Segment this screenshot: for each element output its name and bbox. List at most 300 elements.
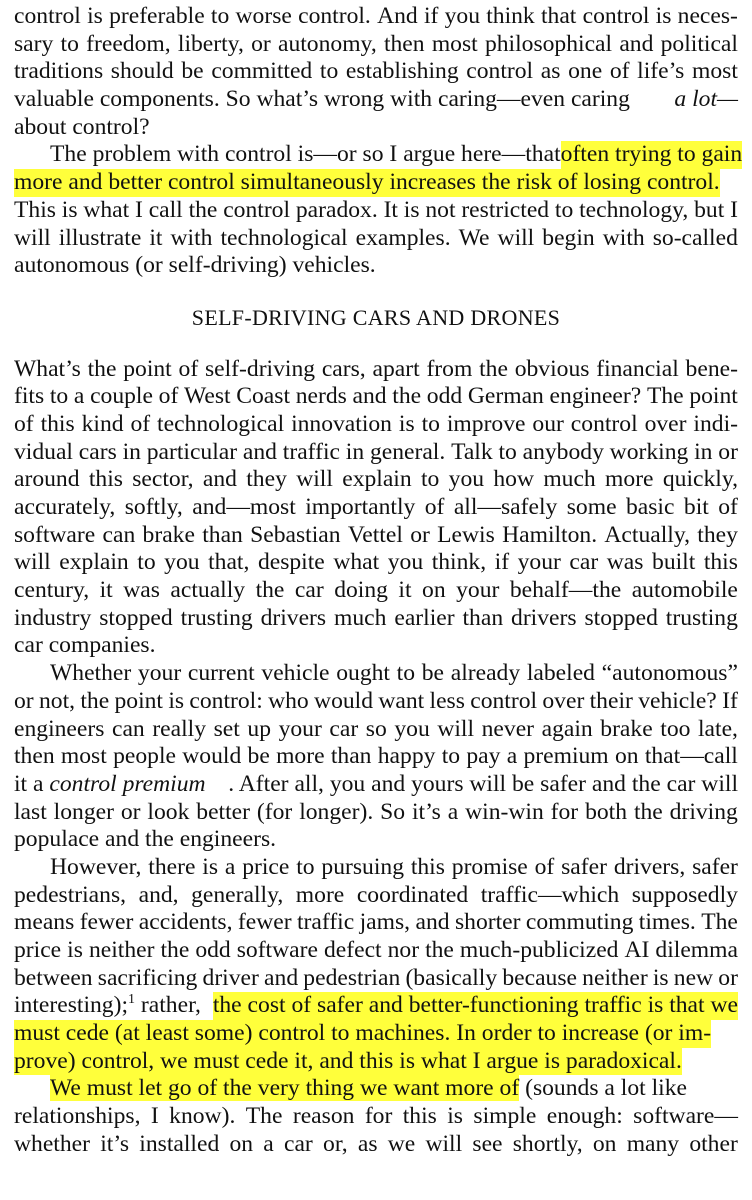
word: on	[614, 743, 639, 770]
word: point	[114, 687, 163, 714]
word: car	[329, 715, 359, 742]
text-segment: autonomous (or self-driving) vehicles.	[14, 252, 376, 279]
word: will	[14, 549, 51, 576]
word: doing	[334, 577, 388, 604]
word: preferable	[109, 3, 205, 29]
word: generally,	[191, 881, 284, 908]
word: it	[99, 577, 113, 604]
text-line	[14, 356, 738, 384]
text-line	[14, 439, 738, 467]
word: (basically	[405, 964, 498, 991]
word: control	[223, 196, 291, 223]
paragraph-intro-continued	[14, 3, 738, 141]
word: or	[718, 964, 738, 991]
word: this	[703, 549, 738, 576]
word: technological	[157, 410, 285, 437]
word: see	[472, 1130, 503, 1157]
text-line	[14, 252, 738, 280]
word: basic	[625, 494, 675, 520]
word: again	[541, 715, 593, 742]
word: political	[660, 30, 738, 57]
word: and	[242, 438, 277, 465]
word: importantly	[305, 494, 416, 520]
word: explain	[59, 549, 129, 576]
word: happy	[377, 743, 436, 770]
word: reason	[292, 1103, 355, 1130]
highlighted-text: must cede (at least some) control to machines. In order to increase (or im-	[14, 1020, 712, 1047]
word: behalf—the	[509, 577, 622, 604]
word: Hamilton.	[502, 521, 598, 548]
word: software	[236, 937, 318, 963]
word: the	[87, 355, 117, 382]
text-segment	[14, 992, 201, 1020]
word: So	[380, 798, 406, 825]
word: to	[420, 466, 440, 493]
word: to	[319, 58, 339, 85]
word: fewer	[79, 909, 134, 936]
word: safer	[561, 853, 607, 880]
word: is	[403, 196, 420, 223]
word: you	[394, 715, 430, 742]
word: price	[14, 937, 62, 963]
emphasis-control-premium: control premium	[49, 770, 206, 797]
word: The	[245, 1103, 283, 1130]
word: coordinated	[356, 881, 469, 908]
word: control	[470, 687, 538, 714]
text-segment-italic	[674, 86, 738, 114]
word: many	[626, 1130, 680, 1157]
word: drivers	[511, 604, 577, 631]
word: worse	[235, 3, 292, 29]
word: more	[295, 881, 345, 908]
word: of	[718, 494, 738, 520]
text-segment: valuable components. So what’s wrong with caring—even caring	[14, 86, 630, 113]
text-line	[14, 826, 738, 854]
word: longer	[53, 798, 114, 825]
word: how	[493, 466, 534, 493]
word: automobile	[631, 577, 738, 604]
paragraph-control-problem	[14, 141, 743, 279]
text-line	[14, 3, 738, 31]
word: and	[202, 466, 237, 493]
text-run: rather,	[140, 992, 201, 1019]
word: philosophical	[484, 30, 613, 57]
word: the	[392, 383, 422, 410]
word: they	[697, 521, 738, 548]
text-line	[14, 688, 738, 716]
word: car	[569, 549, 599, 576]
word: It	[383, 196, 398, 223]
word: point	[123, 355, 172, 382]
word: self-driving	[204, 355, 316, 382]
spacer	[14, 332, 738, 356]
word: and,	[138, 881, 179, 908]
word: it’s	[100, 1130, 130, 1157]
word: you	[164, 549, 200, 576]
word: to	[396, 660, 416, 687]
word: accidents,	[138, 909, 233, 936]
word: stopped	[584, 604, 658, 631]
word: is	[398, 410, 415, 437]
word: This	[14, 196, 56, 223]
word: Coast	[236, 383, 291, 410]
word: but	[694, 196, 725, 223]
word: control.	[298, 3, 371, 29]
text-line	[14, 197, 738, 225]
text-segment: about control?	[14, 113, 150, 140]
word: your	[278, 715, 322, 742]
word: or,	[323, 1130, 348, 1157]
word: it	[149, 224, 163, 251]
word: was	[606, 549, 644, 576]
word: autonomy,	[277, 30, 377, 57]
word: whether	[14, 1130, 90, 1157]
word: We	[458, 224, 490, 251]
text-line	[14, 58, 738, 86]
text-line	[14, 1131, 738, 1159]
word: it	[398, 577, 412, 604]
word: pedestrian	[303, 964, 401, 991]
word: a	[224, 853, 236, 880]
word: fewer	[237, 909, 292, 936]
word: However,	[50, 853, 142, 880]
spacer	[14, 280, 738, 304]
word: Whether	[50, 660, 132, 687]
word: some	[566, 494, 617, 520]
word: is	[67, 937, 83, 963]
word: nerds	[295, 383, 347, 410]
text-line	[14, 86, 738, 114]
text-line	[14, 909, 738, 937]
word: with	[602, 224, 645, 251]
word: or	[14, 687, 34, 714]
word: most	[60, 743, 107, 770]
word: drivers	[260, 604, 327, 631]
word: one	[568, 58, 603, 85]
highlighted-text: more and better control simultaneously increases the risk of losing control.	[14, 169, 720, 196]
word: “autonomous”	[601, 660, 738, 687]
word: financial	[596, 355, 679, 382]
word: your	[517, 549, 561, 576]
text-line	[14, 743, 738, 771]
word: odd	[195, 937, 231, 963]
word: If	[722, 687, 738, 714]
word: of	[158, 383, 179, 410]
word: fits	[14, 383, 45, 410]
word: enough:	[546, 1103, 623, 1130]
word: or	[120, 798, 141, 825]
word: to	[49, 383, 69, 410]
word: shorter	[454, 909, 521, 936]
word: working	[609, 438, 689, 465]
word: apart	[372, 355, 420, 382]
word: built	[652, 549, 696, 576]
word: car	[283, 1130, 313, 1157]
word: think	[486, 3, 535, 29]
word: than	[202, 521, 243, 548]
word: the	[188, 196, 218, 223]
word: sector,	[132, 466, 194, 493]
text-line	[14, 1020, 738, 1048]
text-line	[14, 522, 738, 550]
word: too	[660, 715, 691, 742]
word: softly,	[124, 494, 183, 520]
word: most	[691, 58, 738, 85]
word: indi-	[693, 410, 738, 437]
word: your	[137, 660, 182, 687]
word: industry	[14, 604, 92, 631]
word: anybody	[522, 438, 604, 465]
word: kind	[81, 410, 124, 437]
word: longer).	[299, 798, 374, 825]
word: begin	[542, 224, 595, 251]
word: cars,	[321, 355, 366, 382]
word: was	[123, 577, 160, 604]
word: look	[147, 798, 190, 825]
word: And	[377, 3, 418, 29]
word: engineer?	[549, 383, 642, 410]
word: will	[497, 224, 535, 251]
word: would	[182, 743, 242, 770]
word: car	[294, 577, 324, 604]
word: I	[150, 1103, 159, 1130]
word: you	[448, 466, 485, 493]
word: software	[14, 521, 96, 548]
word: between	[14, 964, 93, 991]
word: German	[467, 383, 544, 410]
word: brake	[600, 715, 653, 742]
word: less	[429, 687, 465, 714]
word: of	[178, 355, 199, 382]
word: brake	[142, 521, 195, 548]
text-line	[14, 854, 738, 882]
word: want	[378, 687, 425, 714]
word: it’s	[411, 798, 441, 825]
word: as	[540, 58, 561, 85]
text-line	[14, 494, 738, 522]
word: trusting	[180, 604, 253, 631]
word: of	[609, 58, 630, 85]
word: accurately,	[14, 494, 116, 520]
word: this	[410, 853, 445, 880]
word: nor	[387, 937, 420, 963]
highlighted-text: the cost of safer and better-functioning traffic is that we	[212, 992, 738, 1019]
section-heading-line	[14, 304, 738, 332]
paragraph-control-premium	[14, 660, 738, 854]
word: innovation	[291, 410, 392, 437]
word: they	[246, 466, 287, 493]
word: labeled	[526, 660, 595, 687]
word: driver	[202, 964, 259, 991]
word: on	[229, 1130, 254, 1157]
text-line	[14, 605, 738, 633]
word: and	[264, 964, 299, 991]
word: traditions	[14, 58, 104, 85]
word: the	[80, 687, 110, 714]
word: what	[333, 549, 380, 576]
word: technology,	[579, 196, 689, 223]
word: traffic	[282, 438, 340, 465]
word: sacrificing	[97, 964, 198, 991]
word: to	[554, 196, 574, 223]
word: be	[181, 58, 204, 85]
word: The	[701, 909, 738, 936]
word: Talk	[451, 438, 493, 465]
word: really	[152, 715, 207, 742]
word: relationships,	[14, 1103, 141, 1130]
word: traffic—which	[480, 881, 620, 908]
word: that—call	[644, 743, 738, 770]
word: pedestrians,	[14, 881, 127, 908]
word: will	[296, 466, 333, 493]
word: technological	[220, 224, 348, 251]
text-segment: The problem with control is—or so I argue here—that	[50, 141, 561, 168]
word: with	[170, 224, 213, 251]
word: jams,	[359, 909, 411, 936]
text-line	[14, 141, 743, 169]
word: for	[364, 1103, 393, 1130]
word: pay	[466, 743, 501, 770]
word: Lewis	[437, 521, 495, 548]
text-segment	[50, 1075, 687, 1103]
text-segment: car companies.	[14, 632, 156, 659]
word: I	[730, 196, 738, 223]
word: to	[137, 549, 156, 576]
word: new	[673, 964, 714, 991]
word: over	[542, 687, 585, 714]
word: safer	[692, 853, 738, 880]
word: already	[450, 660, 521, 687]
word: times.	[638, 909, 696, 936]
footnote-marker[interactable]: 1	[128, 992, 136, 1008]
word: to	[421, 410, 440, 437]
word: more	[276, 743, 325, 770]
word: and	[415, 909, 450, 936]
word: so	[365, 715, 387, 742]
word: in	[345, 438, 365, 465]
word: commuting	[525, 909, 634, 936]
word: particular	[146, 438, 238, 465]
word: people	[113, 743, 176, 770]
word: would	[314, 687, 374, 714]
word: from	[426, 355, 473, 382]
word: defect	[323, 937, 382, 963]
word: much	[334, 604, 387, 631]
word: than	[462, 604, 504, 631]
word: pursuing	[321, 853, 404, 880]
word: century,	[14, 577, 90, 604]
paragraph-let-go	[14, 1075, 738, 1158]
word: Sebastian	[250, 521, 341, 548]
word: odd	[426, 383, 463, 410]
word: vehicle	[261, 660, 330, 687]
word: the	[425, 937, 454, 963]
word: of	[424, 494, 445, 520]
highlighted-text: We must let go of the very thing we want more of	[50, 1075, 520, 1102]
word: you	[444, 3, 480, 29]
word: supposedly	[631, 881, 738, 908]
word: and—most	[192, 494, 296, 520]
word: last	[14, 798, 47, 825]
word: means	[14, 909, 75, 936]
text-line	[14, 660, 738, 688]
word: a	[506, 743, 518, 770]
word: that,	[208, 549, 250, 576]
word: sary	[14, 30, 54, 57]
word: the	[479, 355, 508, 382]
word: shortly,	[512, 1130, 583, 1157]
word: engineers	[14, 715, 105, 742]
word: West	[183, 383, 231, 410]
text-line	[14, 383, 738, 411]
word: then	[383, 30, 425, 57]
word: trusting	[665, 604, 738, 631]
word: ought	[336, 660, 390, 687]
word: neither	[88, 937, 155, 963]
word: or	[718, 438, 738, 465]
word: to	[296, 853, 315, 880]
word: up	[247, 715, 271, 742]
word: other	[689, 1130, 738, 1157]
word: then	[14, 743, 55, 770]
word: much-publicized	[459, 937, 619, 963]
word: you	[387, 549, 424, 576]
word: liberty,	[177, 30, 244, 57]
word: paradox.	[295, 196, 378, 223]
word: a	[263, 1130, 274, 1157]
highlighted-text: prove) control, we must cede it, and this is what I argue is paradoxical.	[14, 1047, 682, 1074]
word: the	[255, 577, 285, 604]
word: can	[102, 521, 136, 548]
word: improve	[446, 410, 526, 437]
word: should	[110, 58, 174, 85]
word: not,	[38, 687, 76, 714]
word: if	[494, 549, 510, 576]
word: life’s	[637, 58, 685, 85]
word: committed	[211, 58, 313, 85]
text-segment: . After all, you and yours will be safer and the car will	[228, 770, 738, 797]
text-line	[14, 114, 738, 142]
word: because	[502, 964, 577, 991]
word: call	[148, 196, 183, 223]
word: so-called	[652, 224, 738, 251]
word: obvious	[514, 355, 590, 382]
word: freedom,	[86, 30, 171, 57]
highlighted-text: often trying to gain	[560, 141, 743, 168]
word: who	[268, 687, 309, 714]
word: despite	[257, 549, 325, 576]
word: examples.	[355, 224, 451, 251]
text-line	[14, 1103, 738, 1131]
text-line	[14, 937, 738, 965]
word: control	[570, 410, 638, 437]
word: control	[466, 58, 534, 85]
paragraph-price-of-control	[14, 854, 738, 1076]
word: price	[242, 853, 290, 880]
word: for	[550, 798, 579, 825]
word: in	[122, 438, 141, 465]
word: of	[534, 853, 555, 880]
word: on	[592, 1130, 617, 1157]
word: to	[60, 30, 79, 57]
word: more	[605, 466, 654, 493]
word: bit	[683, 494, 709, 520]
word: the	[633, 798, 663, 825]
word: over	[644, 410, 687, 437]
word: much	[543, 466, 596, 493]
word: current	[187, 660, 255, 687]
word: cars	[78, 438, 117, 465]
